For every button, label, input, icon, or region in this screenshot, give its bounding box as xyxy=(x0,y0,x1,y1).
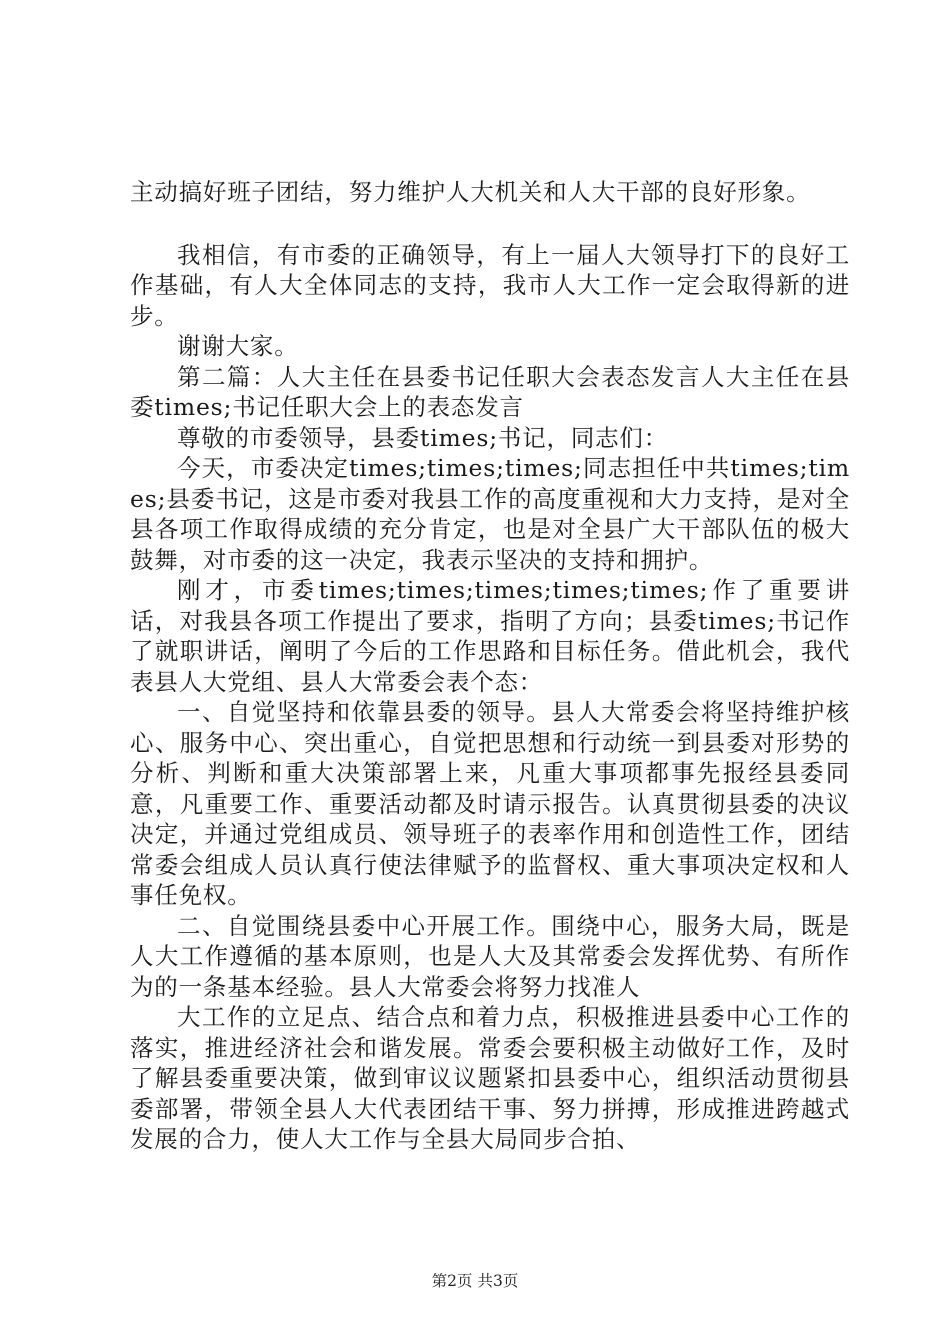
paragraph-1: 我相信，有市委的正确领导，有上一届人大领导打下的良好工作基础，有人大全体同志的支持，我市人大工作一定会取得新的进步。 xyxy=(130,240,850,330)
paragraph-3: 今天，市委决定times;times;times;同志担任中共times;times;县委书记，这是市委对我县工作的高度重视和大力支持，是对全县各项工作取得成绩的充分肯定，也是对全县广大干部队伍的极大鼓舞，对市委的这一决定，我表示坚决的支持和拥护。 xyxy=(130,454,850,574)
section-heading: 第二篇：人大主任在县委书记任职大会表态发言人大主任在县委times;书记任职大会上的表态发言 xyxy=(130,362,850,421)
paragraph-7: 大工作的立足点、结合点和着力点，积极推进县委中心工作的落实，推进经济社会和谐发展。常委会要积极主动做好工作，及时了解县委重要决策，做到审议议题紧扣县委中心，组织活动贯彻县委部署，带领全县人大代表团结干事、努力拼搏，形成推进跨越式发展的合力，使人大工作与全县大局同步合拍、 xyxy=(130,1003,850,1153)
paragraph-continuation: 主动搞好班子团结，努力维护人大机关和人大干部的良好形象。 xyxy=(130,178,811,206)
salutation: 尊敬的市委领导，县委times;书记，同志们： xyxy=(177,423,669,452)
paragraph-6: 二、自觉围绕县委中心开展工作。围绕中心，服务大局，既是人大工作遵循的基本原则，也是人大及其常委会发挥优势、有所作为的一条基本经验。县人大常委会将努力找准人 xyxy=(130,911,850,1001)
paragraph-2: 谢谢大家。 xyxy=(177,332,299,360)
document-body xyxy=(130,177,850,1155)
paragraph-gap xyxy=(130,208,850,240)
page-number-footer: 第2页 共3页 xyxy=(431,1272,519,1290)
paragraph-4: 刚才，市委times;times;times;times;times;作了重要讲话，对我县各项工作提出了要求，指明了方向；县委times;书记作了就职讲话，阐明了今后的工作思路和目标任务。借此机会，我代表县人大党组、县人大常委会表个态： xyxy=(130,576,850,696)
paragraph-5: 一、自觉坚持和依靠县委的领导。县人大常委会将坚持维护核心、服务中心、突出重心，自觉把思想和行动统一到县委对形势的分析、判断和重大决策部署上来，凡重大事项都事先报经县委同意，凡重要工作、重要活动都及时请示报告。认真贯彻县委的决议决定，并通过党组成员、领导班子的表率作用和创造性工作，团结常委会组成人员认真行使法律赋予的监督权、重大事项决定权和人事任免权。 xyxy=(130,698,850,909)
